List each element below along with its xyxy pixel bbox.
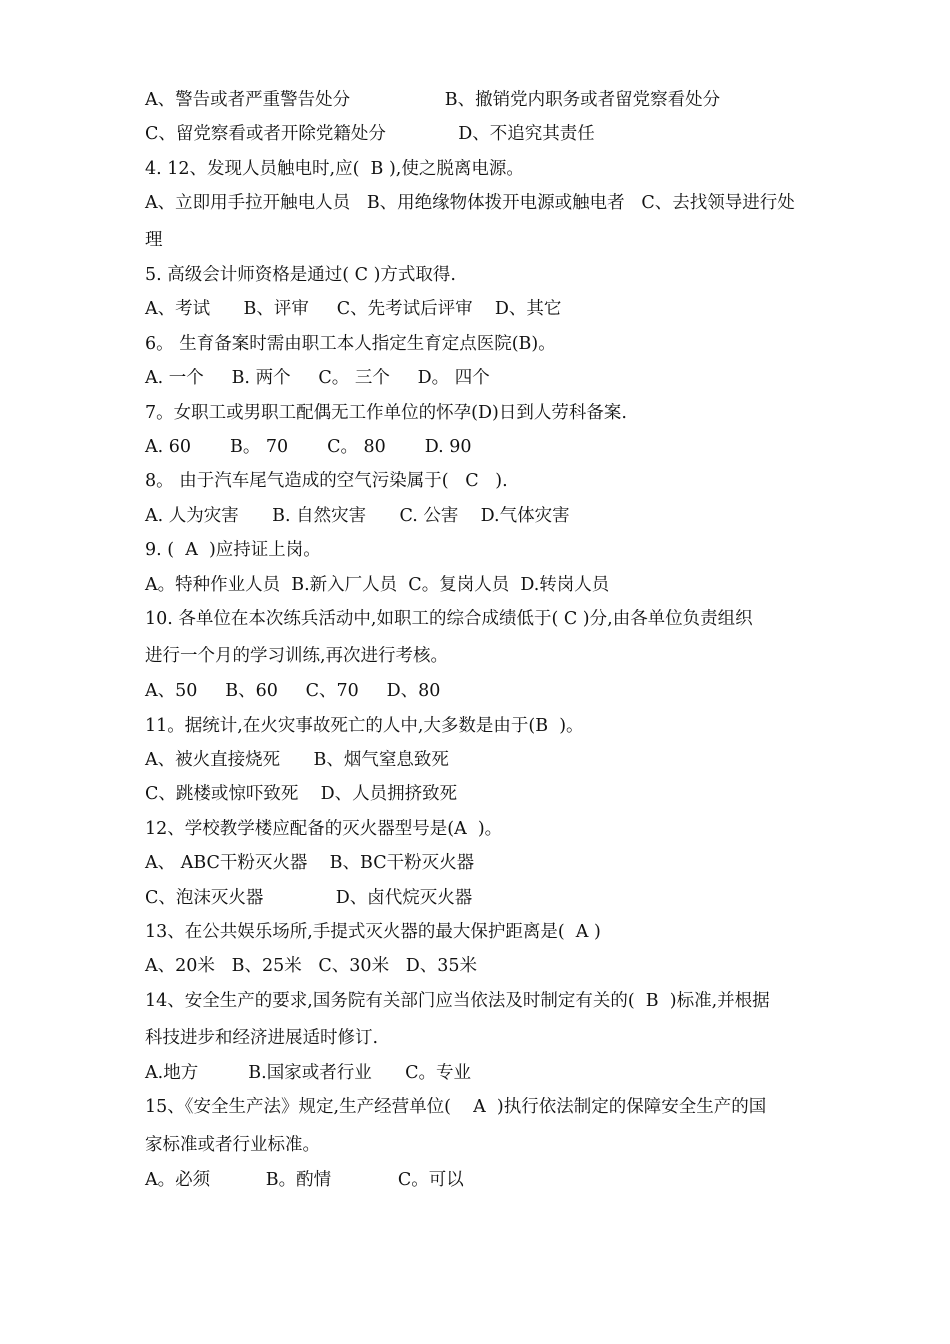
text-line: A、被火直接烧死 B、烟气窒息致死 <box>145 750 449 770</box>
text-line: A。特种作业人员 B.新入厂人员 C。复岗人员 D.转岗人员 <box>145 575 610 595</box>
text-line: 14、安全生产的要求,国务院有关部门应当依法及时制定有关的( B )标准,并根据 <box>145 991 770 1011</box>
text-line: A、20米 B、25米 C、30米 D、35米 <box>145 956 478 976</box>
text-line: A、考试 B、评审 C、先考试后评审 D、其它 <box>145 299 562 319</box>
text-line: 理 <box>145 230 163 250</box>
text-line: A、 ABC干粉灭火器 B、BC干粉灭火器 <box>145 853 475 873</box>
text-line: C、跳楼或惊吓致死 D、人员拥挤致死 <box>145 784 458 804</box>
text-line: A. 人为灾害 B. 自然灾害 C. 公害 D.气体灾害 <box>145 506 570 526</box>
text-line: C、留党察看或者开除党籍处分 D、不追究其责任 <box>145 124 595 144</box>
text-line: 7。女职工或男职工配偶无工作单位的怀孕(D)日到人劳科备案. <box>145 403 627 423</box>
text-line: 家标准或者行业标准。 <box>145 1135 320 1155</box>
text-line: A、立即用手拉开触电人员 B、用绝缘物体拨开电源或触电者 C、去找领导进行处 <box>145 193 795 213</box>
text-line: 科技进步和经济进展适时修订. <box>145 1028 379 1048</box>
text-line: C、泡沫灭火器 D、卤代烷灭火器 <box>145 888 473 908</box>
text-line: 6。 生育备案时需由职工本人指定生育定点医院(B)。 <box>145 334 556 354</box>
text-line: 进行一个月的学习训练,再次进行考核。 <box>145 646 449 666</box>
text-line: 11。据统计,在火灾事故死亡的人中,大多数是由于(B )。 <box>145 716 584 736</box>
text-line: A. 一个 B. 两个 C。 三个 D。 四个 <box>145 368 490 388</box>
text-line: 9. ( A )应持证上岗。 <box>145 540 321 560</box>
text-line: A、警告或者严重警告处分 B、撤销党内职务或者留党察看处分 <box>145 90 721 110</box>
text-line: 12、学校教学楼应配备的灭火器型号是(A )。 <box>145 819 503 839</box>
text-line: A.地方 B.国家或者行业 C。专业 <box>145 1063 471 1083</box>
text-line: 5. 高级会计师资格是通过( C )方式取得. <box>145 265 456 285</box>
text-line: 10. 各单位在本次练兵活动中,如职工的综合成绩低于( C )分,由各单位负责组织 <box>145 609 753 629</box>
text-line: 15、《安全生产法》规定,生产经营单位( A )执行依法制定的保障安全生产的国 <box>145 1097 767 1117</box>
text-line: A。必须 B。酌情 C。可以 <box>145 1170 464 1190</box>
text-line: 8。 由于汽车尾气造成的空气污染属于( C ). <box>145 471 508 491</box>
text-line: 13、在公共娱乐场所,手提式灭火器的最大保护距离是( A ) <box>145 922 601 942</box>
text-line: A. 60 B。 70 C。 80 D. 90 <box>145 437 472 457</box>
text-line: 4. 12、发现人员触电时,应( B ),使之脱离电源。 <box>145 159 524 179</box>
text-line: A、50 B、60 C、70 D、80 <box>145 681 441 701</box>
